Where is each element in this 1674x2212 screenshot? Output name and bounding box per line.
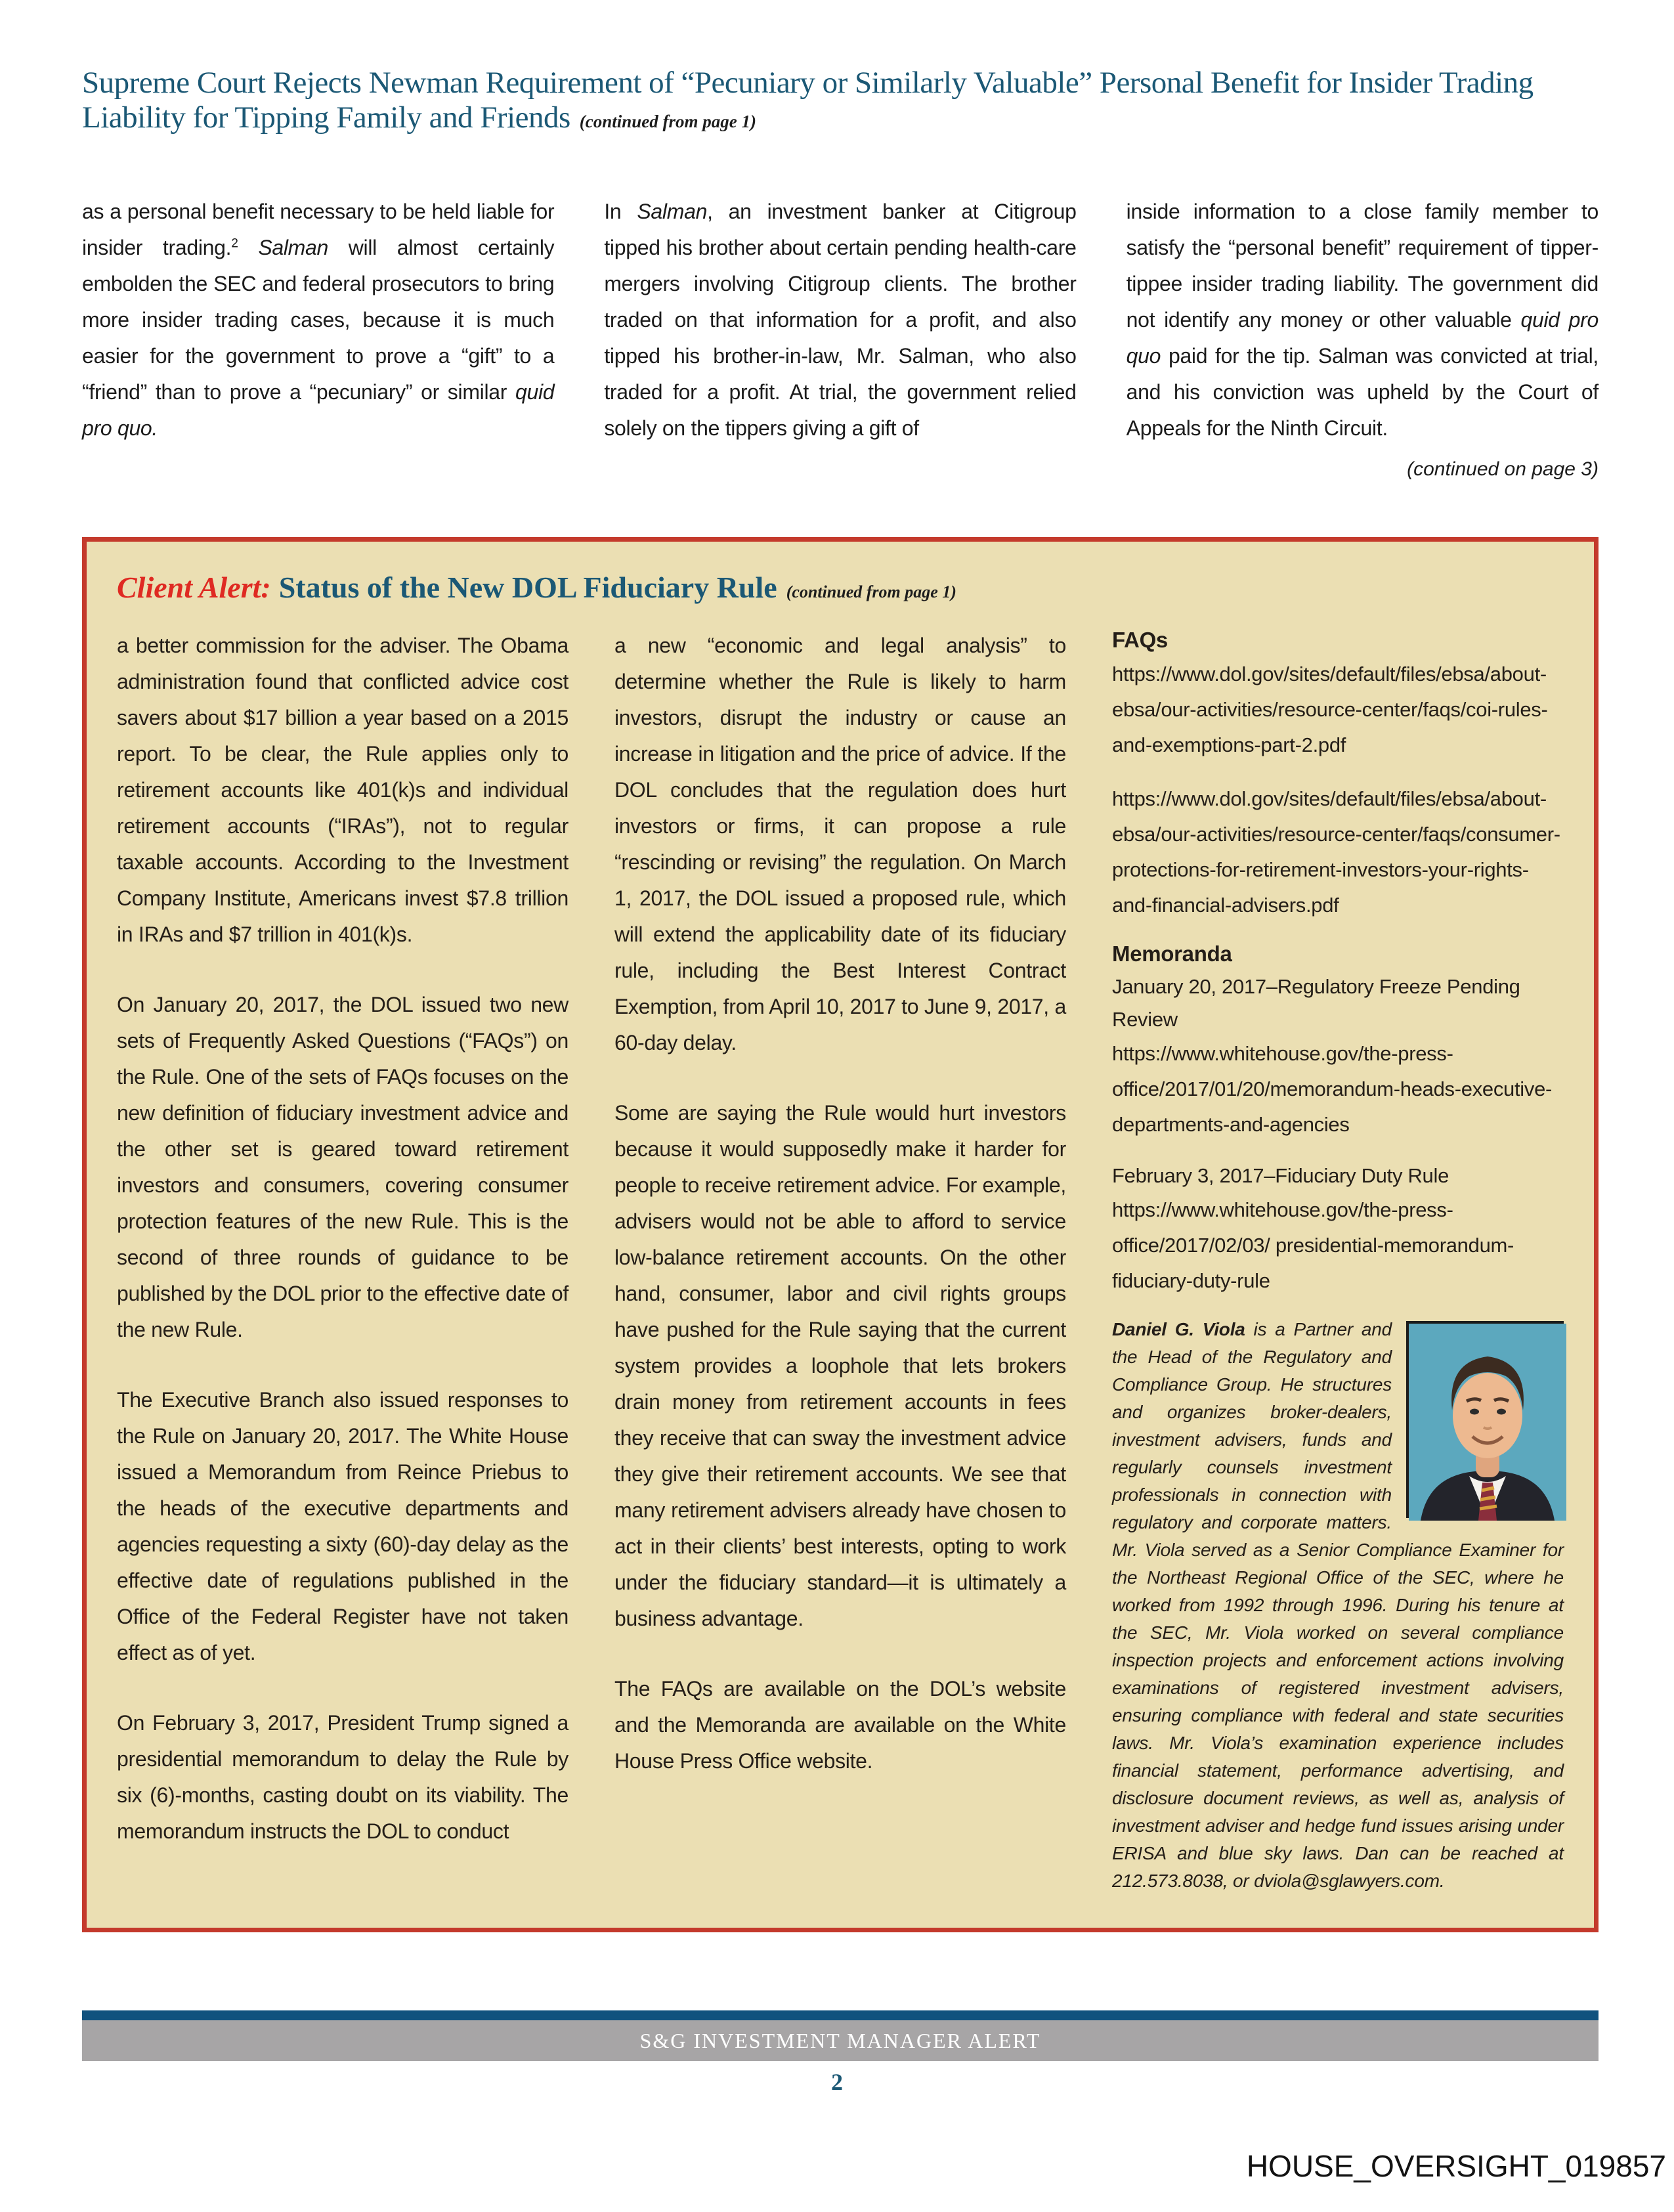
- article-title-text: Supreme Court Rejects Newman Requirement of “Pecuniary or Similarly Valuable” Personal Benefit for Insider Trading Liability for Tipping Family and Friends: [82, 66, 1534, 135]
- alert-column-3: [1112, 628, 1564, 1895]
- alert-paragraph: On January 20, 2017, the DOL issued two new sets of Frequently Asked Questions (“FAQs”) on the Rule. One of the sets of FAQs focuses on the new definition of fiduciary investment advice and the other set is geared toward retirement investors and consumers, covering consumer protection features of the new Rule. This is the second of three rounds of guidance to be published by the DOL prior to the effective date of the new Rule.: [117, 993, 569, 1342]
- article-column-1: as a personal benefit necessary to be held liable for insider trading.$^2$ Salman will almost certainly embolden the SEC and federal prosecutors to bring more insider trading cases, because it is much easier for the government to prove a “gift” to a “friend” than to prove a “pecuniary” or similar quid pro quo.: [82, 200, 555, 440]
- client-alert-box: [82, 537, 1599, 1932]
- client-alert-heading: [117, 569, 1564, 605]
- article-column-3-text: inside information to a close family member to satisfy the “personal benefit” requirement of tipper-tippee insider trading liability. The government did not identify any money or other valuable quid pro quo paid for the tip. Salman was convicted at trial, and his conviction was upheld by the Court of Appeals for the Ninth Circuit.: [1126, 200, 1599, 440]
- author-bio: [1112, 1316, 1564, 1895]
- client-alert-label: Client Alert:: [117, 571, 271, 604]
- continued-on-note: (continued on page 3): [1407, 458, 1599, 480]
- memorandum-title: February 3, 2017–Fiduciary Duty Rule: [1112, 1164, 1449, 1188]
- alert-paragraph: a better commission for the adviser. The Obama administration found that conflicted advice cost savers about $17 billion a year based on a 2015 report. To be clear, the Rule applies only to retirement accounts like 401(k)s and individual retirement accounts (“IRAs”), not to regular taxable accounts. According to the Investment Company Institute, Americans invest $7.8 trillion in IRAs and $7 trillion in 401(k)s.: [117, 634, 569, 947]
- footer-banner: [82, 2020, 1599, 2061]
- daniel-viola-photo: [1406, 1321, 1564, 1518]
- memorandum-title: January 20, 2017–Regulatory Freeze Pending Review: [1112, 975, 1520, 1031]
- alert-paragraph: On February 3, 2017, President Trump signed a presidential memorandum to delay the Rule by six (6)-months, casting doubt on its viability. The memorandum instructs the DOL to conduct: [117, 1711, 569, 1844]
- page-number: 2: [831, 2069, 843, 2095]
- memorandum-item: [1112, 1160, 1564, 1299]
- article-title: [82, 66, 1599, 135]
- article-column-3: [1127, 194, 1599, 486]
- alert-paragraph: The Executive Branch also issued responses to the Rule on January 20, 2017. The White House issued a Memorandum from Reince Priebus to the heads of the executive departments and agencies requesting a sixty (60)-day delay as the effective date of regulations published in the Office of the Federal Register have not taken effect as of yet.: [117, 1388, 569, 1665]
- article-body: [82, 194, 1599, 486]
- alert-paragraph: Some are saying the Rule would hurt investors because it would supposedly make it harder for people to receive retirement advice. For example, advisers would not be able to afford to service low-balance retirement accounts. On the other hand, consumer, labor and civil rights groups have pushed for the Rule saying that the current system provides a loophole that lets brokers drain money from retirement accounts in fees they receive that can sway the investment advice they give their retirement accounts. We see that many retirement advisers already have chosen to act in their clients’ best interests, opting to work under the fiduciary standard—it is ultimately a business advantage.: [614, 1101, 1066, 1631]
- alert-paragraph: The FAQs are available on the DOL’s website and the Memoranda are available on the White House Press Office website.: [614, 1677, 1066, 1773]
- faqs-heading: FAQs: [1112, 628, 1168, 653]
- client-alert-title: Status of the New DOL Fiduciary Rule: [278, 571, 777, 604]
- faq-link: https://www.dol.gov/sites/default/files/ebsa/about-ebsa/our-activities/resource-center/faqs/consumer-protections-for-retirement-investors-your-rights-and-financial-advisers.pdf: [1112, 787, 1560, 917]
- memorandum-item: [1112, 970, 1564, 1142]
- portrait-illustration: [1409, 1324, 1566, 1521]
- article-column-2: In Salman, an investment banker at Citigroup tipped his brother about certain pending health-care mergers involving Citigroup clients. The brother traded on that information for a profit, and also tipped his brother-in-law, Mr. Salman, who also traded for a profit. At trial, the government relied solely on the tippers giving a gift of: [604, 200, 1077, 440]
- client-alert-continued-note: (continued from page 1): [786, 582, 956, 601]
- memoranda-heading: Memoranda: [1112, 942, 1232, 966]
- alert-paragraph: a new “economic and legal analysis” to determine whether the Rule is likely to harm investors, disrupt the industry or cause an increase in litigation and the price of advice. If the DOL concludes that the regulation does hurt investors or firms, it can propose a rule “rescinding or revising” the regulation. On March 1, 2017, the DOL issued a proposed rule, which will extend the applicability date of its fiduciary rule, including the Best Interest Contract Exemption, from April 10, 2017 to June 9, 2017, a 60-day delay.: [614, 634, 1066, 1055]
- alert-column-1: [117, 628, 569, 1895]
- faqs-section: [1112, 628, 1564, 923]
- client-alert-body: [117, 628, 1564, 1895]
- footer-banner-label: S&G INVESTMENT MANAGER ALERT: [639, 2028, 1041, 2052]
- author-bio-text: Daniel G. Viola is a Partner and the Head of the Regulatory and Compliance Group. He structures and organizes broker-dealers, investment advisers, funds and regularly counsels investment professionals in connection with regulatory and corporate matters. Mr. Viola served as a Senior Compliance Examiner for the Northeast Regional Office of the SEC, where he worked from 1992 through 1996. During his tenure at the SEC, Mr. Viola worked on several compliance inspection projects and enforcement actions involving examinations of registered investment advisers, ensuring compliance with federal and state securities laws. Mr. Viola’s examination experience includes financial statement, performance advertising, and disclosure document reviews, as well as, analysis of investment adviser and hedge fund issues arising under ERISA and blue sky laws. Dan can be reached at 212.573.8038, or dviola@sglawyers.com.: [1112, 1319, 1564, 1892]
- bates-number: HOUSE_OVERSIGHT_019857: [1246, 2149, 1666, 2183]
- memorandum-link: https://www.whitehouse.gov/the-press-office/2017/01/20/memorandum-heads-executive-departments-and-agencies: [1112, 1042, 1553, 1137]
- memorandum-link: https://www.whitehouse.gov/the-press-office/2017/02/03/ presidential-memorandum-fiduciary-duty-rule: [1112, 1198, 1514, 1293]
- alert-column-2: [614, 628, 1066, 1895]
- footer-divider: [82, 2010, 1599, 2020]
- memoranda-section: [1112, 942, 1564, 1299]
- faq-link: https://www.dol.gov/sites/default/files/ebsa/about-ebsa/our-activities/resource-center/faqs/coi-rules-and-exemptions-part-2.pdf: [1112, 662, 1548, 757]
- continued-from-note: (continued from page 1): [579, 112, 757, 132]
